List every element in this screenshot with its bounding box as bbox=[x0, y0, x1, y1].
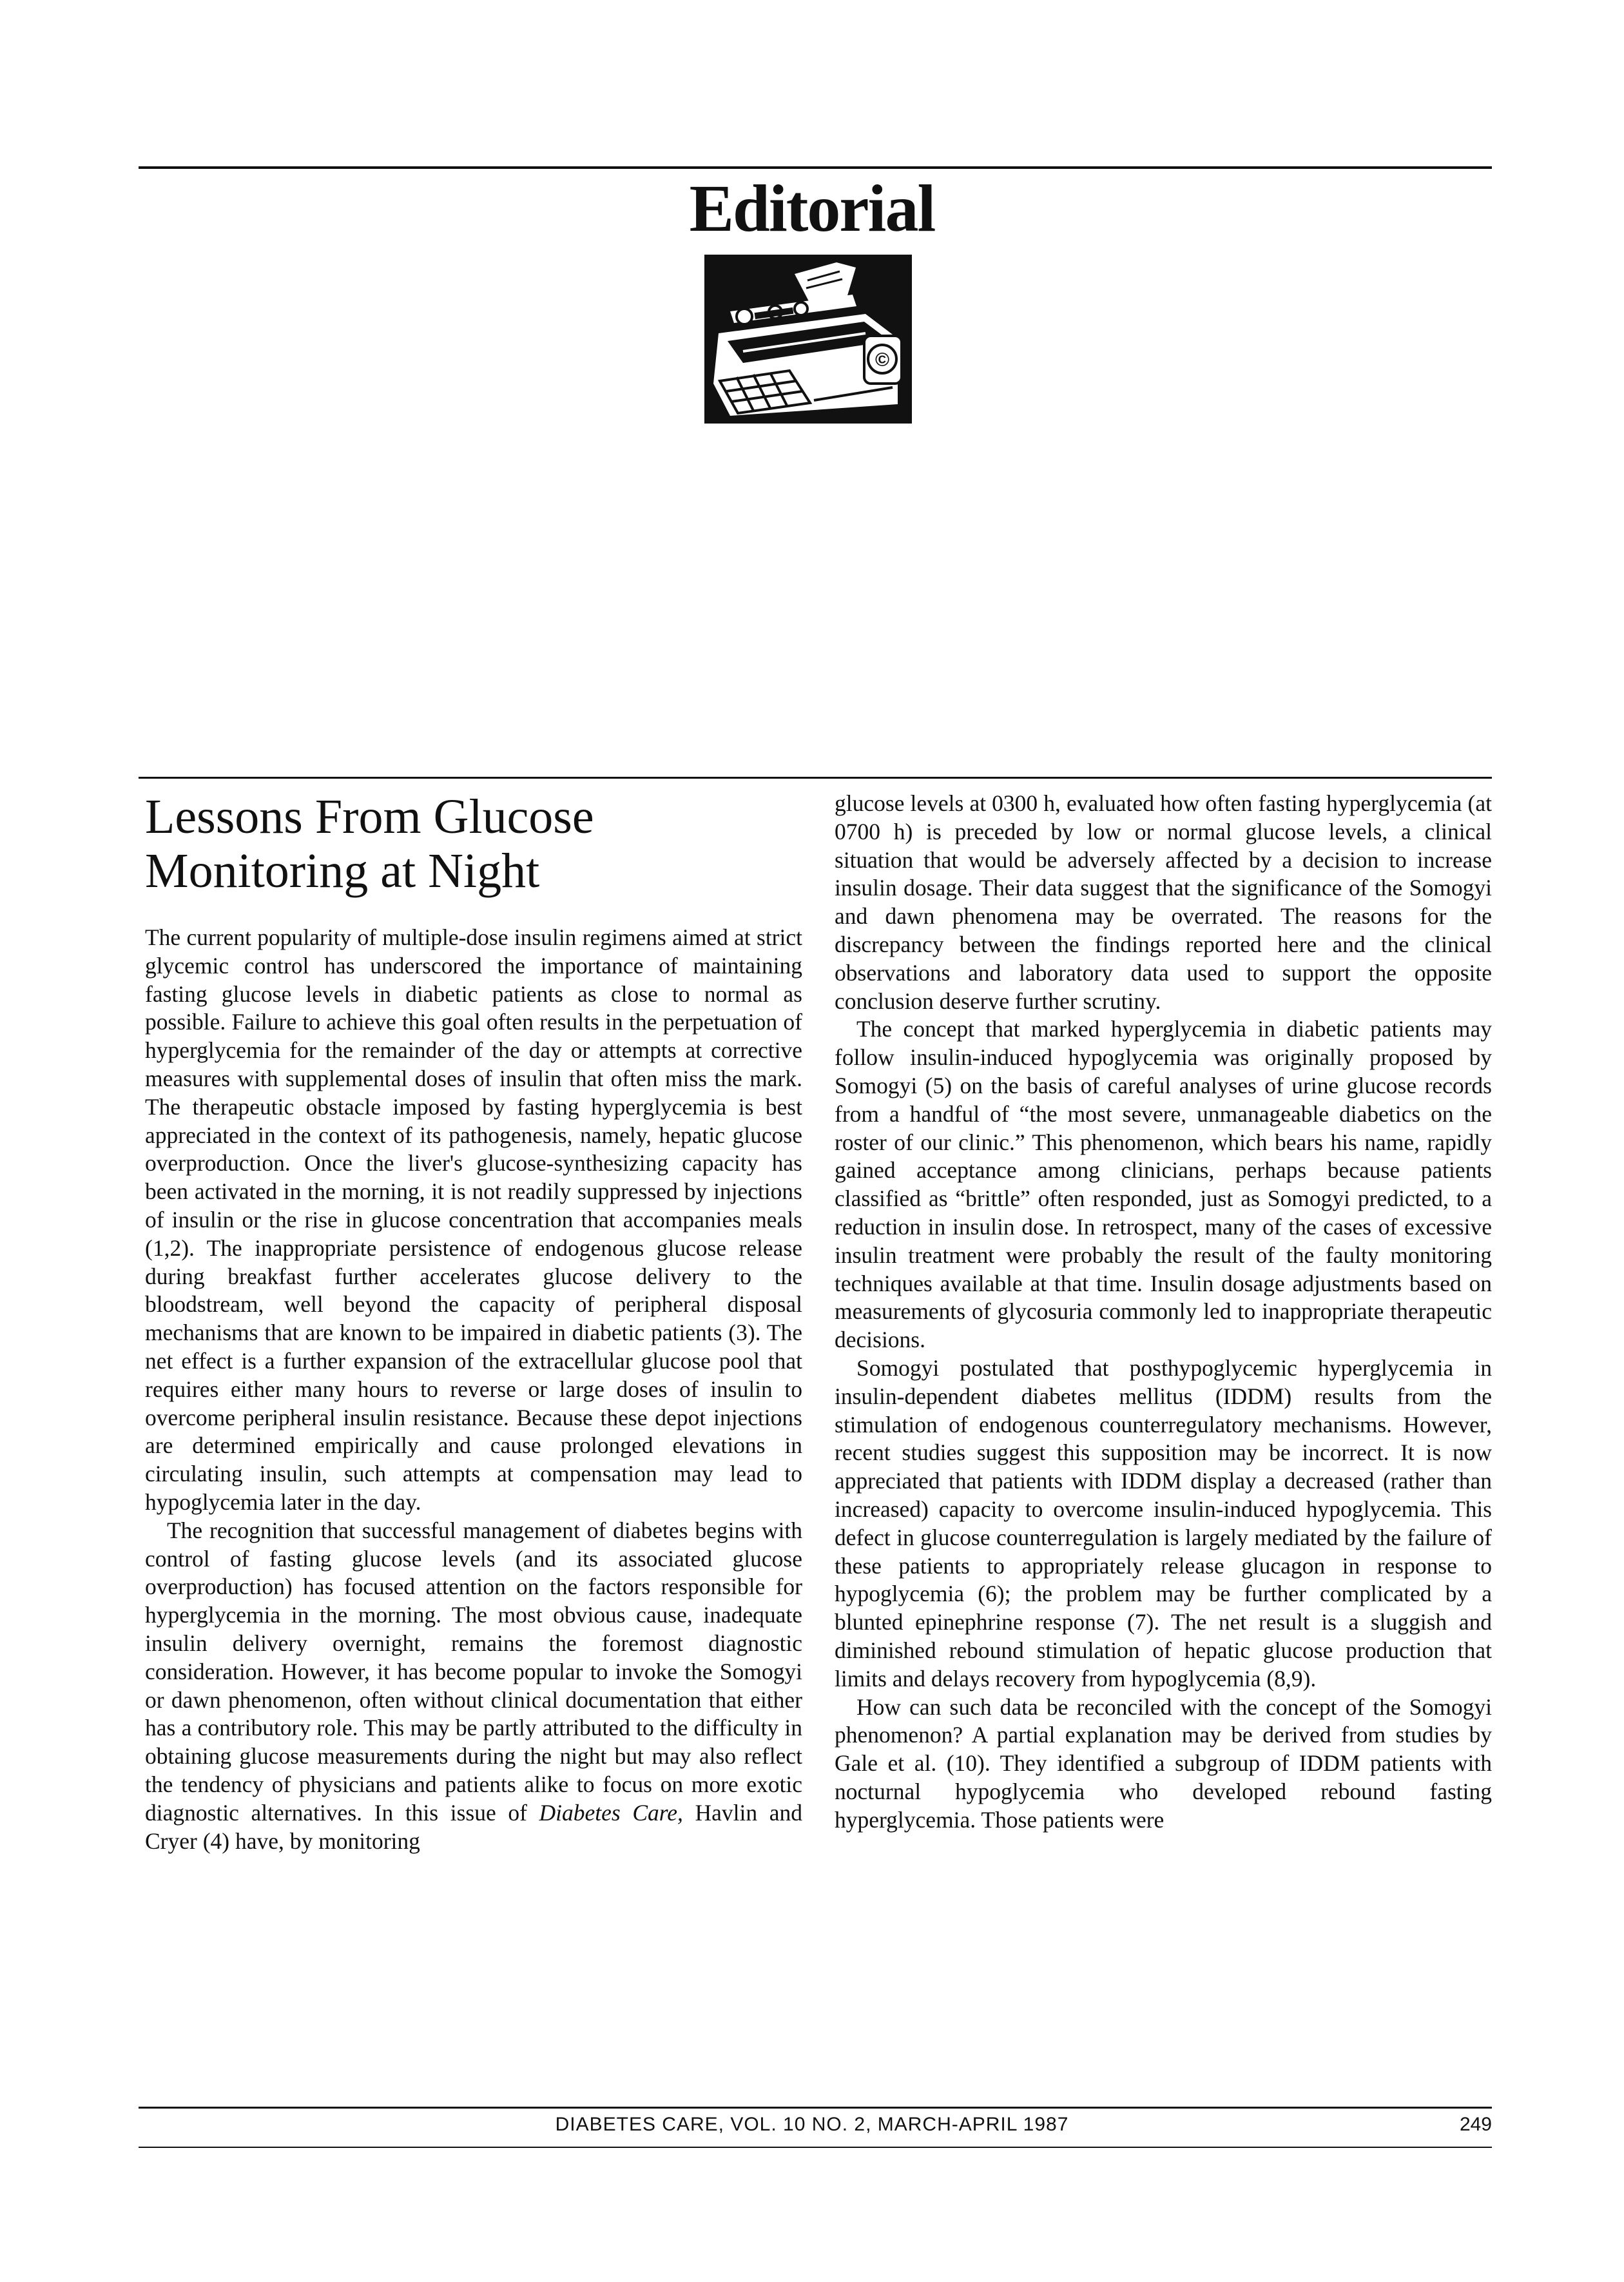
paragraph-tail: Havlin and Cryer (4) have, by monitoring bbox=[145, 1799, 803, 1854]
left-column bbox=[145, 790, 802, 1855]
article-title-line-1: Lessons From Glucose bbox=[145, 790, 594, 844]
paragraph-text: The recognition that successful management of diabetes begins with control of fasting glucose levels (and its associated glucose overproduction) has focused attention on the factors responsible for hyperglycemia in the morning. The most obvious cause, inadequate insulin delivery overnight, remains the foremost diagnostic consideration. However, it has become popular to invoke the Somogyi or dawn phenomenon, often without clinical documentation that either has a contributory role. This may be partly attributed to the difficulty in obtaining glucose measurements during the night but may also reflect the tendency of physicians and patients alike to focus on more exotic diagnostic alternatives. In this issue of bbox=[145, 1517, 802, 1826]
body-paragraph: The concept that marked hyperglycemia in diabetic patients may follow insulin-induced hypoglycemia was originally proposed by Somogyi (5) on the basis of careful analyses of urine glucose records from a handful of “the most severe, unmanageable diabetics on the roster of our clinic.” This phenomenon, which bears his name, rapidly gained acceptance among clinicians, perhaps because patients classified as “brittle” often responded, just as Somogyi predicted, to a reduction in insulin dose. In retrospect, many of the cases of excessive insulin treatment were probably the result of the faulty monitoring techniques available at that time. Insulin dosage adjustments based on measurements of glycosuria commonly led to inappropriate therapeutic decisions. bbox=[835, 1016, 1492, 1353]
typewriter-icon bbox=[704, 255, 912, 424]
footer-rule-bottom bbox=[139, 2147, 1492, 2148]
journal-citation: DIABETES CARE, VOL. 10 NO. 2, MARCH-APRIL 1987 bbox=[555, 2114, 1069, 2135]
body-paragraph: Somogyi postulated that posthypoglycemic hyperglycemia in insulin-dependent diabetes mellitus (IDDM) results from the stimulation of endogenous counterregulatory mechanisms. However, recent studies suggest this supposition may be incorrect. It is now appreciated that patients with IDDM display a decreased (rather than increased) capacity to overcome insulin-induced hypoglycemia. This defect in glucose counterregulation is largely mediated by the failure of these patients to appropriately release glucagon in response to hypoglycemia (6); the problem may be further complicated by a blunted epinephrine response (7). The net result is a sluggish and diminished rebound stimulation of hepatic glucose production that limits and delays recovery from hypoglycemia (8,9). bbox=[835, 1354, 1492, 1692]
page-number: 249 bbox=[1459, 2114, 1492, 2135]
section-title: Editorial bbox=[689, 171, 935, 246]
top-rule bbox=[139, 166, 1492, 169]
body-paragraph bbox=[145, 1517, 802, 1856]
body-paragraph: The current popularity of multiple-dose insulin regimens aimed at strict glycemic control has underscored the importance of maintaining fasting glucose levels in diabetic patients as close to normal as possible. Failure to achieve this goal often results in the perpetuation of hyperglycemia for the remainder of the day or attempts at corrective measures with supplemental doses of insulin that often miss the mark. The therapeutic obstacle imposed by fasting hyperglycemia is best appreciated in the context of its pathogenesis, namely, hepatic glucose overproduction. Once the liver's glucose-synthesizing capacity has been activated in the morning, it is not readily suppressed by injections of insulin or the rise in glucose concentration that accompanies meals (1,2). The inappropriate persistence of endogenous glucose release during breakfast further accelerates glucose delivery to the bloodstream, well beyond the capacity of peripheral disposal mechanisms that are known to be impaired in diabetic patients (3). The net effect is a further expansion of the extracellular glucose pool that requires either many hours to reverse or large doses of insulin to overcome peripheral insulin resistance. Because these depot injections are determined empirically and cause prolonged elevations in circulating insulin, such attempts at compensation may lead to hypoglycemia later in the day. bbox=[145, 924, 802, 1515]
article-top-rule bbox=[139, 777, 1492, 779]
body-paragraph: How can such data be reconciled with the concept of the Somogyi phenomenon? A partial explanation may be derived from studies by Gale et al. (10). They identified a subgroup of IDDM patients with nocturnal hypoglycemia who developed rebound fasting hyperglycemia. Those patients were bbox=[835, 1693, 1492, 1833]
article-title bbox=[145, 790, 802, 898]
article-title-line-2: Monitoring at Night bbox=[145, 844, 540, 898]
right-column bbox=[835, 790, 1492, 1834]
body-paragraph: glucose levels at 0300 h, evaluated how often fasting hyperglycemia (at 0700 h) is preceded by low or normal glucose levels, a clinical situation that would be adversely affected by a decision to increase insulin dosage. Their data suggest that the significance of the Somogyi and dawn phenomena may be overrated. The reasons for the discrepancy between the findings reported here and the clinical observations and laboratory data used to support the opposite conclusion deserve further scrutiny. bbox=[835, 790, 1492, 1014]
footer-rule-top bbox=[139, 2107, 1492, 2109]
copyright-mark: © bbox=[875, 349, 890, 371]
journal-name: Diabetes Care, bbox=[539, 1799, 683, 1826]
